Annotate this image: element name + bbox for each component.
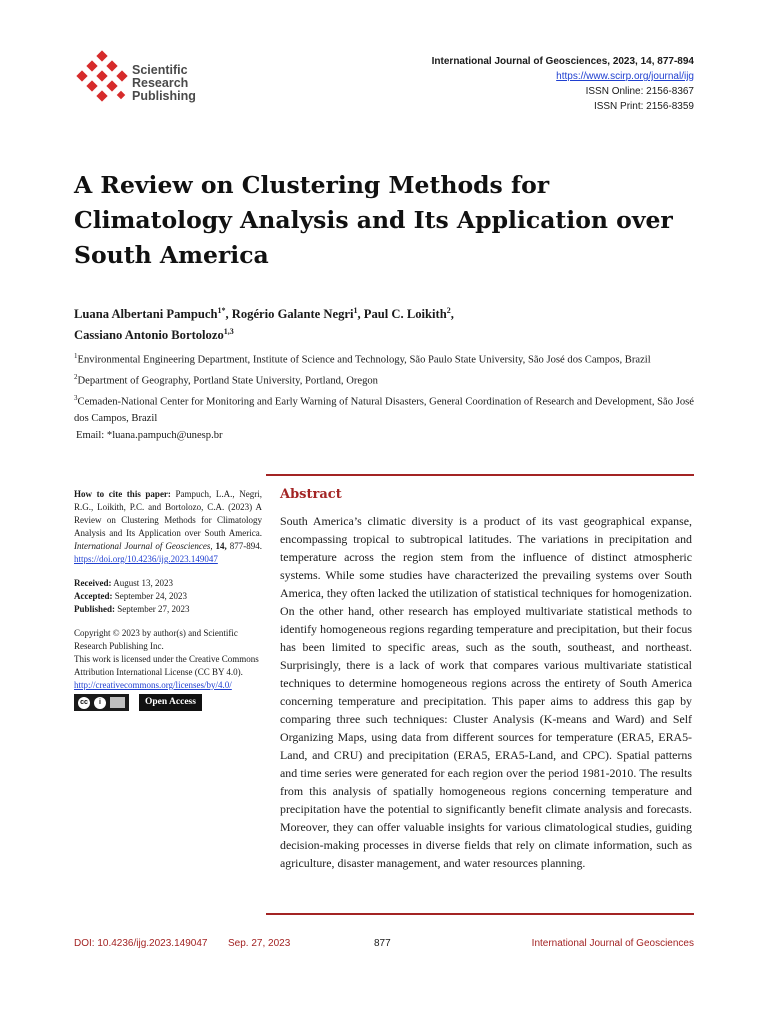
cite-pages: 877-894.: [229, 541, 262, 551]
received-date: [74, 577, 262, 590]
author-separator: ,: [357, 307, 364, 322]
affiliation-item: [74, 390, 694, 428]
scirp-diamond-logo-icon: [74, 50, 130, 110]
cite-doi-link[interactable]: https://doi.org/10.4236/ijg.2023.149047: [74, 554, 218, 564]
journal-citation: International Journal of Geosciences, 2023, 14, 877-894: [431, 56, 694, 67]
affiliation-item: [74, 369, 694, 390]
author-separator: ,: [225, 307, 232, 322]
abstract-heading: Abstract: [280, 487, 342, 502]
affiliation-mark: 3: [74, 394, 78, 403]
author-separator: ,: [450, 307, 454, 322]
author-name: Rogério Galante Negri: [231, 307, 354, 322]
issn-print: ISSN Print: 2156-8359: [593, 101, 694, 112]
publisher-name-line2: Research: [132, 76, 189, 90]
page-footer: [74, 938, 694, 954]
cc-bar: [110, 697, 125, 708]
publisher-logo: [74, 50, 204, 110]
abstract-bottom-rule: [266, 913, 694, 915]
cc-by-icon[interactable]: [74, 694, 129, 711]
author-affil-mark: 1,3: [223, 327, 234, 337]
by-person-icon: i: [94, 697, 106, 709]
cite-label: How to cite this paper:: [74, 489, 171, 499]
publisher-name: [132, 64, 196, 103]
journal-info: [432, 54, 694, 114]
affiliation-mark: 1: [74, 352, 78, 360]
published-value: September 27, 2023: [117, 604, 190, 614]
author-name: Luana Albertani Pampuch: [74, 307, 218, 322]
open-access-badge: Open Access: [139, 694, 202, 711]
author-affil-mark: 1*: [217, 306, 226, 315]
affiliation-item: [74, 348, 694, 369]
footer-doi: DOI: 10.4236/ijg.2023.149047: [74, 938, 208, 949]
how-to-cite: [74, 488, 262, 566]
abstract-top-rule: [266, 474, 694, 476]
cite-journal: International Journal of Geosciences,: [74, 541, 213, 551]
abstract-text: South America’s climatic diversity is a product of its vast geographical expanse, encompassing tropical to subtropical latitudes. The variations in precipitation and temperature across the region stem from the influence of distinct atmospheric systems. While some studies have characterized the prevailing systems over South America, they often lacked the utilization of statistical techniques for homogenization. On the other hand, other research has employed multivariate statistical methods to identify homogeneous regions regarding temperature and precipitation, but their focus has been limited to specific areas, such as the south, southeast, and northeast. Surprisingly, there is a lack of work that compares various multivariate statistical techniques to determine homogeneous regions across the entirety of South America concerning temperature and precipitation. This paper aims to address this gap by comparing three such techniques: Cluster Analysis (K-means and Ward) and Self Organizing Maps, using data from different sources for temperature (ERA5, ERA5-Land, and CRU) and precipitation (ERA5, ERA5-Land, and CPC). Spatial patterns and time series were generated for each region over the period 1981-2010. The results from this analysis of spatially homogeneous regions concerning temperature and precipitation have the potential to significantly benefit climate analysis and forecasts. Moreover, they can offer valuable insights for various climatological studies, guiding decision-making processes in diverse fields that rely on climate information, such as agriculture, disaster management, and water resources planning.: [280, 514, 692, 870]
accepted-date: [74, 590, 262, 603]
cite-text: Pampuch, L.A., Negri, R.G., Loikith, P.C. and Bortolozo, C.A. (2023) A Review on Clustering Methods for Climatology Analysis and Its Application over South America.: [74, 489, 262, 538]
footer-journal: International Journal of Geosciences: [531, 938, 694, 949]
license-badges: [74, 694, 262, 711]
author-affil-mark: 2: [446, 306, 451, 315]
article-sidebar: [74, 488, 262, 711]
author-name: Paul C. Loikith: [363, 307, 447, 322]
author-name: Cassiano Antonio Bortolozo: [74, 328, 224, 343]
affiliation-text: Environmental Engineering Department, Institute of Science and Technology, São Paulo State University, São José dos Campos, Brazil: [77, 354, 651, 366]
page-number: 877: [374, 938, 391, 949]
published-date: [74, 603, 262, 616]
journal-url-link[interactable]: https://www.scirp.org/journal/ijg: [556, 71, 694, 82]
author-list: [74, 302, 694, 344]
received-value: August 13, 2023: [113, 578, 174, 588]
accepted-label: Accepted:: [74, 591, 113, 601]
affiliation-text: Department of Geography, Portland State University, Portland, Oregon: [77, 375, 378, 387]
author-affil-mark: 1: [353, 306, 358, 315]
affiliation-text: Cemaden-National Center for Monitoring and Early Warning of Natural Disasters, General Coordination of Research and Development, São José dos Campos, Brazil: [74, 396, 694, 425]
publisher-name-line3: Publishing: [132, 89, 196, 103]
affiliation-mark: 2: [74, 373, 78, 382]
license-link[interactable]: http://creativecommons.org/licenses/by/4.0/: [74, 680, 232, 690]
license-text: This work is licensed under the Creative Commons Attribution International License (CC BY 4.0).: [74, 654, 259, 677]
affiliation-list: [74, 348, 694, 444]
corresponding-email: Email: *luana.pampuch@unesp.br: [76, 429, 223, 441]
copyright-block: [74, 627, 262, 692]
article-dates: [74, 577, 262, 616]
cc-circle-icon: cc: [78, 697, 90, 709]
paper-title: A Review on Clustering Methods for Climatology Analysis and Its Application over South America: [74, 171, 673, 269]
publisher-name-line1: Scientific: [132, 63, 188, 77]
footer-date: Sep. 27, 2023: [228, 938, 291, 949]
received-label: Received:: [74, 578, 112, 588]
accepted-value: September 24, 2023: [114, 591, 187, 601]
published-label: Published:: [74, 604, 116, 614]
issn-online: ISSN Online: 2156-8367: [585, 86, 694, 97]
copyright-text: Copyright © 2023 by author(s) and Scientific Research Publishing Inc.: [74, 628, 238, 651]
cite-volume: 14,: [215, 541, 227, 551]
